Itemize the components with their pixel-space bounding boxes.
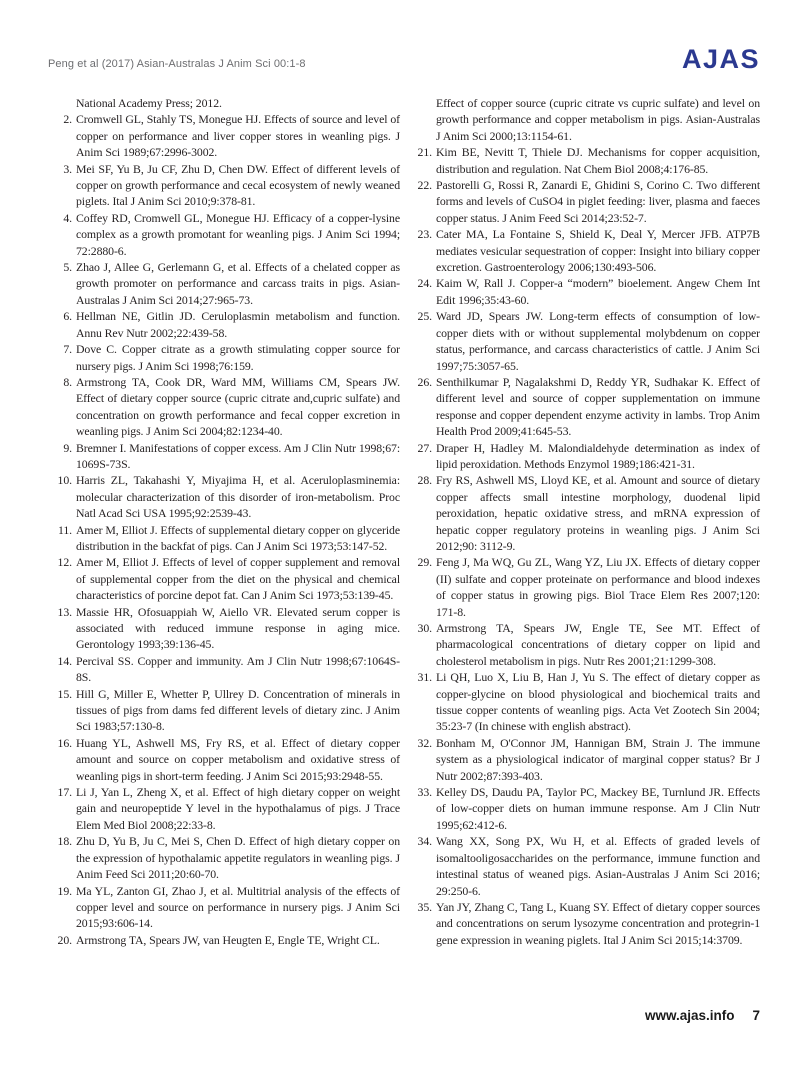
reference-text: Ward JD, Spears JW. Long-term effects of consumption of low-copper diets with or without supplemental molybdenum on copper status, performance, and carcass characteristics of cattle. J Anim Sci 1997;75:3057-65. [436,309,760,373]
reference-text: Ma YL, Zanton GI, Zhao J, et al. Multitrial analysis of the effects of copper level and source on performance in nursery pigs. J Anim Sci 2015;93:606-14. [76,883,400,931]
reference-item [408,374,760,440]
reference-text: Cromwell GL, Stahly TS, Monegue HJ. Effects of source and level of copper on performance and liver copper stores in weanling pigs. J Anim Sci 1989;67:2996-3002. [76,112,400,160]
reference-item [48,735,400,784]
reference-number: 22. [417,178,432,193]
reference-number: 13. [57,604,72,619]
reference-number: 28. [417,473,432,488]
reference-item [408,472,760,554]
reference-number: 17. [57,785,72,800]
reference-number: 10. [57,473,72,488]
reference-number: 7. [63,342,72,357]
reference-item [408,899,760,948]
reference-text: Mei SF, Yu B, Ju CF, Zhu D, Chen DW. Effect of different levels of copper on growth performance and cecal ecosystem of newly weaned piglets. Ital J Anim Sci 2010;9:378-81. [76,161,400,209]
reference-text: Armstrong TA, Cook DR, Ward MM, Williams CM, Spears JW. Effect of dietary copper source (cupric citrate and,cupric sulfate) and concentration on growth performance and fecal copper excretion in weanling pigs. J Anim Sci 2004;82:1234-40. [76,374,400,439]
reference-number: 3. [63,161,72,176]
reference-text: Hill G, Miller E, Whetter P, Ullrey D. Concentration of minerals in tissues of pigs from dams fed different levels of dietary zinc. J Anim Sci 1983;57:130-8. [76,686,400,734]
reference-item [48,932,400,948]
reference-item [408,226,760,275]
reference-text: Zhao J, Allee G, Gerlemann G, et al. Effects of a chelated copper as growth promoter on performance and carcass traits in pigs. Asian-Australas J Anim Sci 2014;27:965-73. [76,260,400,307]
reference-item [48,653,400,686]
reference-text: Dove C. Copper citrate as a growth stimulating copper source for nursery pigs. J Anim Sci 1998;76:159. [76,342,400,373]
reference-item [408,669,760,735]
reference-number: 20. [57,932,72,947]
reference-number: 12. [57,555,72,570]
reference-text: Draper H, Hadley M. Malondialdehyde determination as index of lipid peroxidation. Methods Enzymol 1989;186:421-31. [436,440,760,471]
reference-number: 5. [63,260,72,275]
reference-number: 30. [417,621,432,635]
reference-item [48,472,400,521]
reference-number: 14. [57,653,72,668]
reference-text: Zhu D, Yu B, Ju C, Mei S, Chen D. Effect of high dietary copper on the expression of hypothalamic appetite regulators in weanling pigs. J Anim Feed Sci 2011;20:60-70. [76,834,400,882]
reference-text: Li QH, Luo X, Liu B, Han J, Yu S. The effect of dietary copper as copper-glycine on blood physiological and biochemical traits and tissue copper contents of weanling pigs. Acta Vet Zootech Sin 2004; 35:23-7 (In chinese with english abstract). [436,670,760,734]
reference-item [48,833,400,882]
reference-number: 15. [57,686,72,701]
reference-number: 8. [63,374,72,389]
reference-item [408,833,760,899]
reference-text: Amer M, Elliot J. Effects of supplemental dietary copper on glyceride distribution in the backfat of pigs. Can J Anim Sci 1973;53:147-52. [76,522,400,553]
reference-item [408,95,760,144]
reference-item [408,784,760,833]
references-column-right [408,95,760,948]
reference-text: Armstrong TA, Spears JW, van Heugten E, Engle TE, Wright CL. [76,932,380,947]
website-link[interactable]: www.ajas.info [644,1008,735,1023]
reference-text: Wang XX, Song PX, Wu H, et al. Effects of graded levels of isomaltooligosaccharides on the performance, immune function and intestinal status of weaned pigs. Asian-Australas J Anim Sci 2016; 29:250-6. [436,834,760,898]
reference-item [48,883,400,932]
reference-item [48,784,400,833]
reference-number: 6. [63,309,72,324]
reference-text: Pastorelli G, Rossi R, Zanardi E, Ghidini S, Corino C. Two different forms and levels of CuSO4 in piglet feeding: liver, plasma and faeces copper status. J Anim Feed Sci 2014;23:52-7. [436,178,760,225]
reference-text: National Academy Press; 2012. [76,96,222,110]
page-footer [635,1008,760,1023]
reference-number: 2. [63,112,72,127]
reference-number: 25. [417,309,432,324]
reference-number: 31. [417,670,432,685]
page-header [0,0,800,73]
reference-item [48,341,400,374]
reference-text: Feng J, Ma WQ, Gu ZL, Wang YZ, Liu JX. Effects of dietary copper (II) sulfate and copper proteinate on performance and blood indexes of copper status in growing pigs. Biol Trace Elem Res 2007;120: 171-8. [436,555,760,619]
reference-text: Amer M, Elliot J. Effects of level of copper supplement and removal of supplemental copper from the diet on the physical and chemical characteristics of porcine depot fat. Can J Anim Sci 1973;53:139-45. [76,555,400,603]
reference-number: 24. [417,276,432,291]
reference-number: 18. [57,834,72,849]
reference-text: Kaim W, Rall J. Copper-a “modern” bioelement. Angew Chem Int Edit 1996;35:43-60. [436,276,760,307]
reference-text: Percival SS. Copper and immunity. Am J Clin Nutr 1998;67:1064S-8S. [76,653,400,685]
reference-number: 27. [417,440,432,455]
reference-item [48,604,400,653]
page-number: 7 [752,1008,760,1023]
reference-text: Bonham M, O'Connor JM, Hannigan BM, Strain J. The immune system as a physiological indicator of marginal copper status? Br J Nutr 2002;87:393-403. [436,735,760,783]
reference-item [48,308,400,341]
reference-text: Cater MA, La Fontaine S, Shield K, Deal Y, Mercer JFB. ATP7B mediates vesicular sequestration of copper: Insight into biliary copper excretion. Gastroenterology 2006;130:493-506. [436,227,760,275]
reference-text: Kim BE, Nevitt T, Thiele DJ. Mechanisms for copper acquisition, distribution and regulation. Nat Chem Biol 2008;4:176-85. [436,145,760,176]
reference-text: Effect of copper source (cupric citrate vs cupric sulfate) and level on growth performance and copper metabolism in pigs. Asian-Australas J Anim Sci 2000;13:1154-61. [436,96,760,143]
reference-item [48,554,400,603]
reference-text: Yan JY, Zhang C, Tang L, Kuang SY. Effect of dietary copper sources and concentrations on serum lysozyme concentration and protegrin-1 gene expression in weaning piglets. Ital J Anim Sci 2015;14:3709. [436,899,760,947]
reference-item [408,554,760,620]
reference-text: Harris ZL, Takahashi Y, Miyajima H, et al. Aceruloplasminemia: molecular characterization of this disorder of iron-metabolism. Proc Natl Acad Sci USA 1995;92:2539-43. [76,473,400,521]
reference-number: 35. [417,899,432,914]
reference-text: Senthilkumar P, Nagalakshmi D, Reddy YR, Sudhakar K. Effect of different level and source of copper supplementation on immune response and copper dependent enzyme activity in lambs. Trop Anim Health Prod 2009;41:645-53. [436,374,760,439]
reference-number: 19. [57,883,72,898]
reference-item [408,440,760,473]
references-section [0,95,800,948]
reference-item [48,686,400,735]
reference-item [48,161,400,210]
reference-number: 33. [417,785,432,800]
journal-logo: AJAS [681,44,760,74]
reference-number: 16. [57,735,72,750]
reference-number: 23. [417,227,432,242]
reference-number: 21. [417,145,432,160]
reference-text: Kelley DS, Daudu PA, Taylor PC, Mackey BE, Turnlund JR. Effects of low-copper diets on human immune response. Am J Clin Nutr 1995;62:412-6. [436,785,760,832]
references-column-left [48,95,400,948]
reference-text: Li J, Yan L, Zheng X, et al. Effect of high dietary copper on weight gain and neuropeptide Y level in the hypothalamus of pigs. J Trace Elem Med Biol 2008;22:33-8. [76,785,400,832]
reference-number: 26. [417,374,432,389]
reference-item [408,177,760,226]
reference-item [408,308,760,374]
reference-text: Coffey RD, Cromwell GL, Monegue HJ. Efficacy of a copper-lysine complex as a growth promotant for weanling pigs. J Anim Sci 1994; 72:2880-6. [76,210,400,258]
running-head: Peng et al (2017) Asian-Australas J Anim Sci 00:1-8 [48,58,306,70]
reference-item [48,111,400,160]
reference-number: 34. [417,834,432,849]
reference-number: 9. [63,440,72,455]
reference-number: 11. [57,522,72,537]
reference-text: Armstrong TA, Spears JW, Engle TE, See MT. Effect of pharmacological concentrations of dietary copper on lipid and cholesterol metabolism in pigs. Nutr Res 2001;21:1299-308. [436,621,760,668]
reference-text: Massie HR, Ofosuappiah W, Aiello VR. Elevated serum copper is associated with reduced immune response in aging mice. Gerontology 1993;39:136-45. [76,604,400,652]
reference-item [48,522,400,555]
reference-text: Huang YL, Ashwell MS, Fry RS, et al. Effect of dietary copper amount and source on copper metabolism and oxidative stress of weanling pigs in short-term feeding. J Anim Sci 2015;93:2948-55. [76,735,400,783]
reference-number: 4. [63,210,72,225]
reference-number: 32. [417,735,432,750]
reference-item [48,210,400,259]
reference-item [408,735,760,784]
reference-text: Fry RS, Ashwell MS, Lloyd KE, et al. Amount and source of dietary copper affects small intestine morphology, duodenal lipid peroxidation, hepatic oxidative stress, and mRNA expression of hepatic copper regulatory proteins in weanling pigs. J Anim Sci 2012;90: 3112-9. [436,473,760,553]
reference-item [408,144,760,177]
reference-item [48,259,400,308]
reference-item [48,374,400,440]
reference-text: Bremner I. Manifestations of copper excess. Am J Clin Nutr 1998;67: 1069S-73S. [76,440,400,471]
reference-item [408,275,760,308]
reference-item [408,620,760,669]
reference-text: Hellman NE, Gitlin JD. Ceruloplasmin metabolism and function. Annu Rev Nutr 2002;22:439-58. [76,309,400,340]
reference-number: 29. [417,555,432,570]
reference-item [48,440,400,473]
reference-item [48,95,400,111]
